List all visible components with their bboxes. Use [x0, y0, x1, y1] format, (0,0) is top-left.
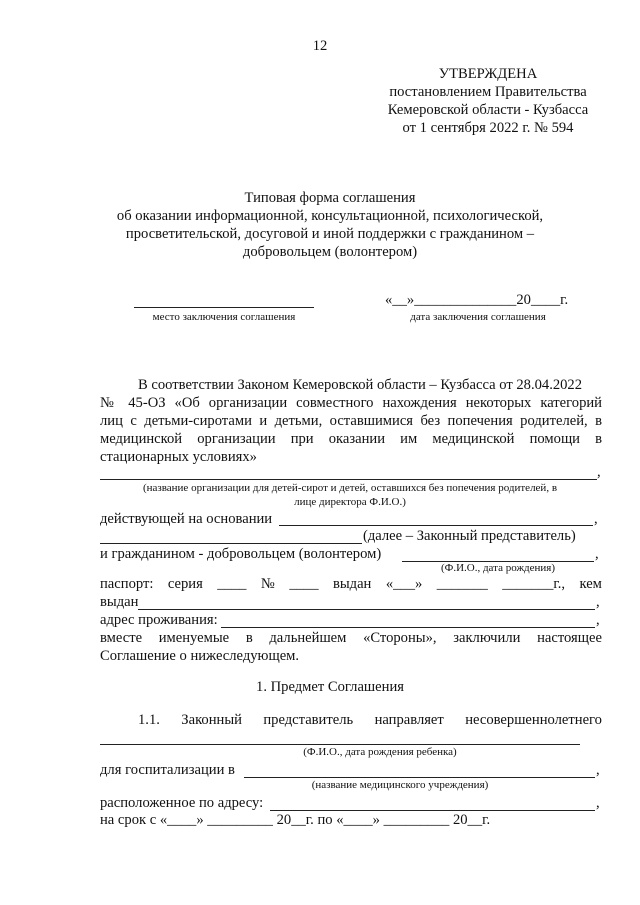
- volunteer-comma: ,: [595, 546, 599, 562]
- together-word-2: именуемые: [158, 630, 230, 646]
- located-label: расположенное по адресу:: [100, 795, 264, 811]
- together-word-6: заключили: [453, 630, 521, 646]
- clause-word-4: несовершеннолетнего: [465, 712, 602, 728]
- together-word-1: вместе: [100, 630, 143, 646]
- passport-day-blank[interactable]: «___»: [385, 576, 423, 592]
- child-name-line[interactable]: [100, 744, 580, 745]
- together-line: [100, 630, 602, 647]
- clause-1-1-line: [138, 712, 602, 729]
- place-line[interactable]: [134, 307, 314, 308]
- preamble-line-1: В соответствии Законом Кемеровской области – Кузбасса от 28.04.2022: [138, 377, 583, 393]
- passport-line[interactable]: [100, 576, 602, 593]
- acting-basis-label: действующей на основании: [100, 511, 273, 527]
- address-label: адрес проживания:: [100, 612, 218, 628]
- address-comma: ,: [596, 612, 600, 628]
- address-line[interactable]: [221, 627, 595, 628]
- together-word-4: дальнейшем: [269, 630, 347, 646]
- approval-line-1: постановлением Правительства: [389, 84, 587, 100]
- institution-caption: (название медицинского учреждения): [311, 779, 489, 791]
- preamble-line-2: № 45-ОЗ «Об организации совместного нахождения некоторых категорий: [100, 395, 602, 411]
- approval-line-2: Кемеровской области - Кузбасса: [387, 102, 589, 118]
- acting-basis-line[interactable]: [279, 525, 593, 526]
- form-title-line-1: Типовая форма соглашения: [244, 190, 416, 206]
- date-template[interactable]: «__»______________20____г.: [385, 292, 569, 308]
- passport-series: серия: [167, 576, 203, 592]
- passport-word: паспорт:: [100, 576, 154, 592]
- clause-word-3: направляет: [374, 712, 444, 728]
- legal-rep-line[interactable]: [100, 543, 362, 544]
- org-caption-2: лице директора Ф.И.О.): [294, 496, 406, 508]
- term-line[interactable]: на срок с «____» _________ 20__г. по «____» _________ 20__г.: [100, 812, 491, 828]
- clause-word-2: представитель: [263, 712, 354, 728]
- concluded-text: Соглашение о нижеследующем.: [100, 648, 300, 664]
- passport-series-blank[interactable]: ____: [217, 576, 247, 592]
- together-word-5: «Стороны»,: [363, 630, 437, 646]
- form-title-line-4: добровольцем (волонтером): [242, 244, 418, 260]
- located-line[interactable]: [270, 810, 595, 811]
- org-comma: ,: [597, 464, 601, 480]
- form-title-line-3: просветительской, досуговой и иной поддержки с гражданином –: [125, 226, 535, 242]
- page-number: 12: [312, 38, 328, 54]
- issued-by-comma: ,: [596, 594, 600, 610]
- place-caption: место заключения соглашения: [152, 311, 296, 323]
- org-name-line[interactable]: [100, 479, 597, 480]
- approval-line-3: от 1 сентября 2022 г. № 594: [402, 120, 574, 136]
- preamble-line-3: лиц с детьми-сиротами и детьми, оставшимися без попечения родителей, в: [100, 413, 602, 429]
- passport-year-blank[interactable]: _______г.,: [502, 576, 566, 592]
- volunteer-intro: и гражданином - добровольцем (волонтером): [100, 546, 382, 562]
- date-caption: дата заключения соглашения: [410, 311, 546, 323]
- legal-rep-label: (далее – Законный представитель): [363, 528, 576, 544]
- issued-by-label: выдан: [100, 594, 139, 610]
- together-word-7: настоящее: [537, 630, 602, 646]
- org-caption-1: (название организации для детей-сирот и детей, оставшихся без попечения родителей, в: [142, 482, 558, 494]
- together-word-3: в: [245, 630, 253, 646]
- section-1-heading: 1. Предмет Соглашения: [256, 679, 404, 695]
- form-title-line-2: об оказании информационной, консультационной, психологической,: [116, 208, 544, 224]
- passport-number-sign: №: [260, 576, 275, 592]
- issued-by-line[interactable]: [138, 609, 595, 610]
- institution-line[interactable]: [244, 777, 595, 778]
- located-comma: ,: [596, 795, 600, 811]
- acting-basis-comma: ,: [594, 511, 598, 527]
- approval-title: УТВЕРЖДЕНА: [438, 66, 538, 82]
- clause-word-1: Законный: [181, 712, 242, 728]
- clause-number: 1.1.: [138, 712, 160, 728]
- passport-by-whom: кем: [579, 576, 602, 592]
- child-caption: (Ф.И.О., дата рождения ребенка): [303, 746, 457, 758]
- passport-month-blank[interactable]: _______: [436, 576, 488, 592]
- passport-number-blank[interactable]: ____: [289, 576, 319, 592]
- preamble-line-4: медицинской организации при оказании им медицинской помощи в: [100, 431, 602, 447]
- institution-comma: ,: [596, 762, 600, 778]
- preamble-line-5: стационарных условиях»: [100, 449, 257, 465]
- volunteer-caption: (Ф.И.О., дата рождения): [440, 562, 556, 574]
- passport-issued: выдан: [332, 576, 372, 592]
- hospitalization-label: для госпитализации в: [100, 762, 235, 778]
